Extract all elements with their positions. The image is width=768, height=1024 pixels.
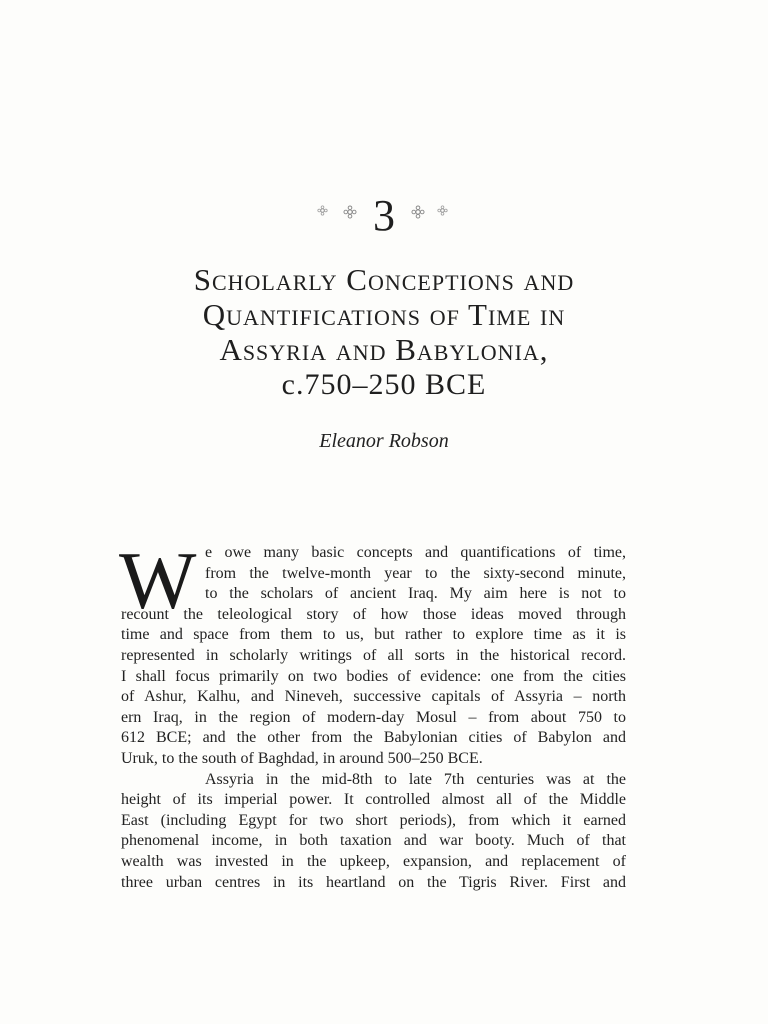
title-line: Scholarly Conceptions and	[193, 262, 575, 297]
text-line: 612 BCE; and the other from the Babylonian cities of Babylon and	[121, 729, 626, 747]
author-name: Eleanor Robson	[319, 430, 449, 452]
title-date-line: c.750–250 BCE	[281, 368, 487, 401]
title-line: Quantifications of Time in	[202, 297, 566, 332]
chapter-number: 3	[373, 191, 395, 240]
flower-ornament-icon	[437, 205, 451, 219]
opening-paragraph	[119, 535, 626, 770]
text-line: I shall focus primarily on two bodies of evidence: one from the cities	[121, 667, 626, 685]
text-line: represented in scholarly writings of all sorts in the historical record.	[121, 646, 626, 664]
text-line: wealth was invested in the upkeep, expansion, and replacement of	[121, 852, 626, 870]
text-line: phenomenal income, in both taxation and war booty. Much of that	[121, 832, 626, 850]
text-line: recount the teleological story of how those ideas moved through	[121, 605, 626, 623]
text-line: Assyria in the mid-8th to late 7th centuries was at the	[205, 770, 626, 788]
second-paragraph	[121, 770, 626, 894]
text-line: to the scholars of ancient Iraq. My aim here is not to	[205, 585, 626, 603]
flower-ornament-icon	[343, 205, 357, 219]
flower-ornament-icon	[411, 205, 425, 219]
text-line: of Ashur, Kalhu, and Nineveh, successive capitals of Assyria – north	[121, 688, 626, 706]
text-line: East (including Egypt for two short periods), from which it earned	[121, 811, 626, 829]
chapter-heading	[0, 191, 768, 240]
text-line: e owe many basic concepts and quantifications of time,	[205, 544, 626, 561]
text-line: Uruk, to the south of Baghdad, in around 500–250 BCE.	[121, 749, 483, 767]
text-line: height of its imperial power. It controlled almost all of the Middle	[121, 791, 626, 809]
text-line: ern Iraq, in the region of modern-day Mosul – from about 750 to	[121, 708, 626, 726]
text-line: three urban centres in its heartland on the Tigris River. First and	[121, 873, 626, 891]
body-text	[119, 535, 626, 893]
drop-cap: W	[119, 535, 197, 626]
title-line: Assyria and Babylonia,	[219, 332, 549, 367]
chapter-title	[0, 262, 768, 402]
text-line: from the twelve-month year to the sixty-second minute,	[205, 564, 626, 582]
flower-ornament-icon	[317, 205, 331, 219]
text-line: time and space from them to us, but rather to explore time as it is	[121, 626, 626, 644]
